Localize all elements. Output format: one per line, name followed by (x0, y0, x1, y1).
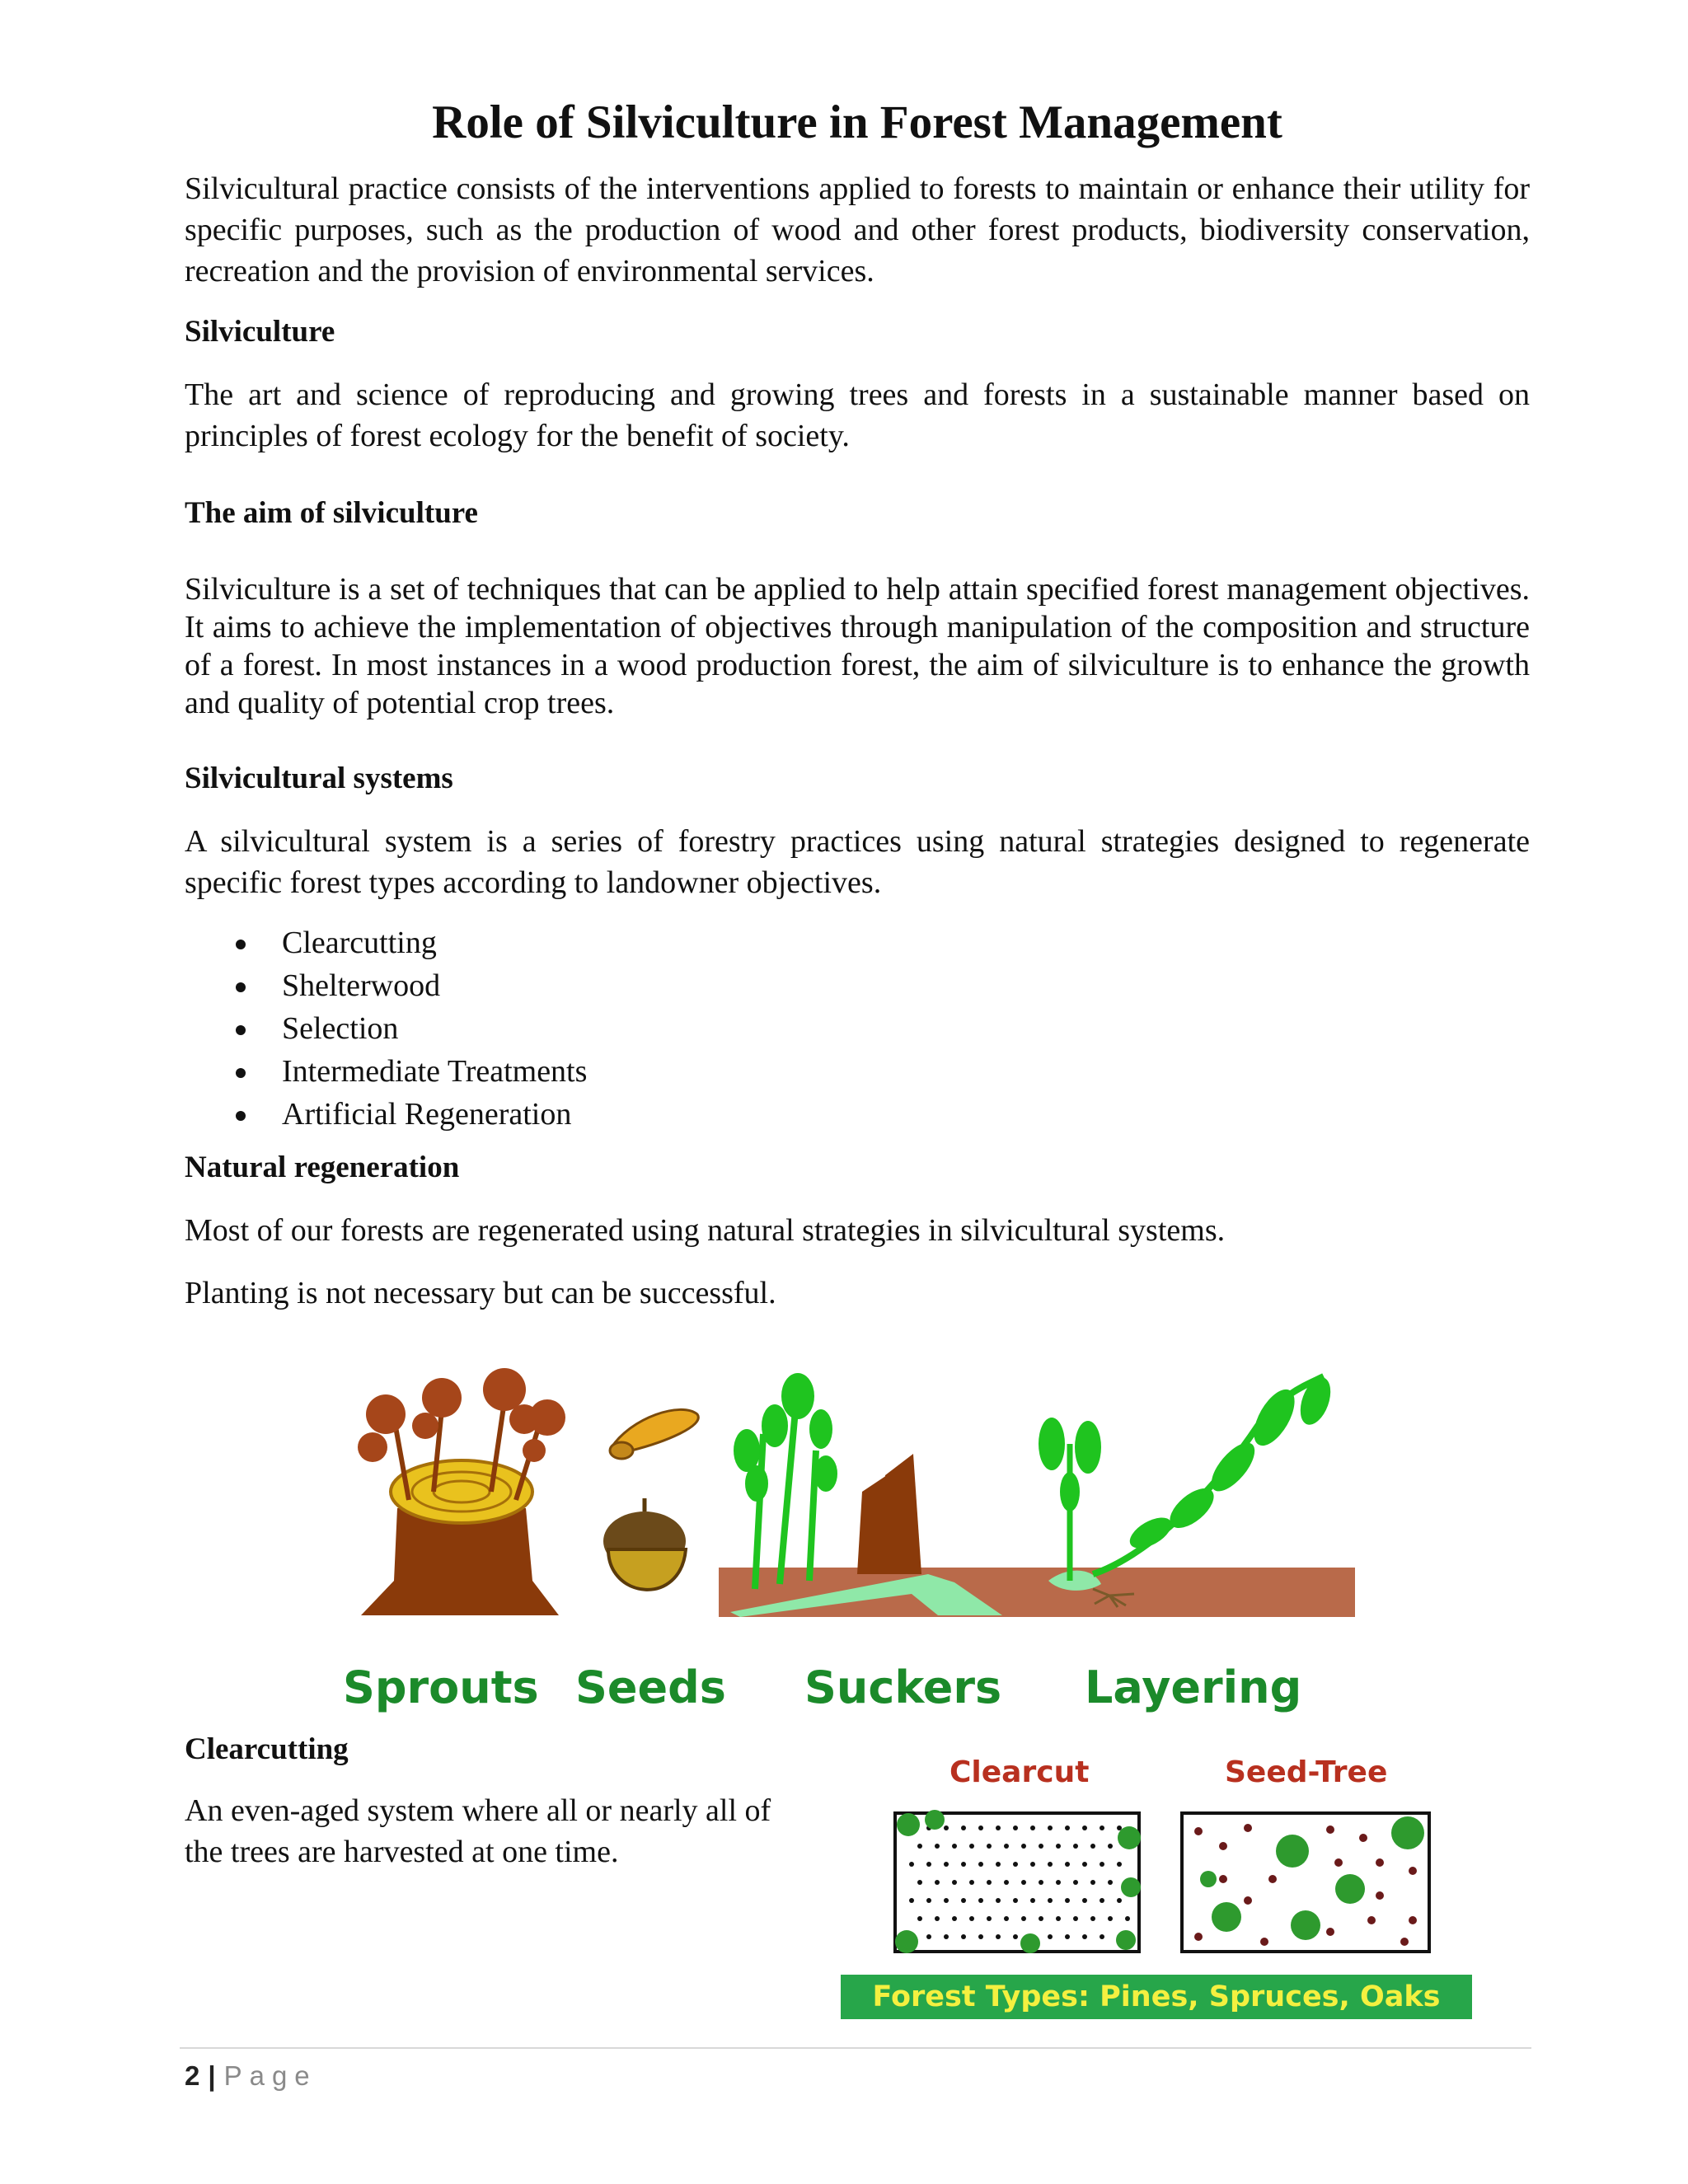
label-clearcut: Clearcut (950, 1755, 1090, 1789)
heading-clearcutting: Clearcutting (185, 1732, 349, 1766)
paragraph-natural-1: Most of our forests are regenerated using natural strategies in silvicultural systems. (185, 1212, 1226, 1248)
suckers-icon (719, 1373, 1010, 1617)
page-title: Role of Silviculture in Forest Management (432, 96, 1282, 148)
label-sprouts: Sprouts (343, 1661, 539, 1713)
list-item: Selection (185, 1007, 1530, 1050)
seed-tree-plot (1182, 1813, 1429, 1952)
paragraph-systems: A silvicultural system is a series of forestry practices using natural strategies designed to regenerate specific forest types according to landowner objectives. (185, 823, 1530, 900)
intro-paragraph: Silvicultural practice consists of the interventions applied to forests to maintain or enhance their utility for specific purposes, such as the production of wood and other forest products, biodiversity conservation, recreation and the provision of environmental services. (185, 171, 1530, 288)
paragraph-silviculture: The art and science of reproducing and growing trees and forests in a sustainable manner based on principles of forest ecology for the benefit of society. (185, 377, 1530, 453)
paragraph-natural-2: Planting is not necessary but can be successful. (185, 1275, 776, 1310)
regeneration-drawing (318, 1368, 1360, 1657)
list-item: Shelterwood (185, 964, 1530, 1007)
list-item: Artificial Regeneration (185, 1093, 1530, 1136)
heading-aim: The aim of silviculture (185, 495, 478, 530)
label-suckers: Suckers (804, 1661, 1002, 1713)
list-item: Clearcutting (185, 921, 1530, 964)
systems-list (185, 921, 1530, 1136)
footer-divider (180, 2047, 1531, 2049)
stump-sprouts-icon (358, 1368, 565, 1615)
page-label: Page (223, 2060, 317, 2091)
clearcut-diagram (836, 1755, 1479, 1978)
regeneration-illustration (318, 1368, 1360, 1731)
layering-icon (1010, 1373, 1355, 1617)
main-content (185, 96, 1530, 1314)
label-seed-tree: Seed-Tree (1225, 1755, 1388, 1789)
list-item: Intermediate Treatments (185, 1050, 1530, 1093)
paragraph-aim: Silviculture is a set of techniques that can be applied to help attain specified forest management objectives. It aims to achieve the implementation of objectives through manipulation of the composition and structure of a forest. In most instances in a wood production forest, the aim of silviculture is to enhance the growth and quality of potential crop trees. (185, 571, 1530, 720)
heading-natural-regeneration: Natural regeneration (185, 1150, 460, 1184)
page-number: 2 (185, 2060, 200, 2091)
footer-separator: | (208, 2060, 216, 2091)
seeds-icon (603, 1409, 698, 1589)
heading-systems: Silvicultural systems (185, 761, 453, 795)
paragraph-clearcutting: An even-aged system where all or nearly all of the trees are harvested at one time. (185, 1793, 771, 1869)
clearcut-plot (895, 1810, 1141, 1953)
forest-types-banner: Forest Types: Pines, Spruces, Oaks (841, 1975, 1472, 2019)
label-layering: Layering (1085, 1661, 1302, 1713)
clearcut-seedtree-figure (836, 1755, 1479, 2019)
label-seeds: Seeds (575, 1661, 726, 1713)
page-footer (185, 2060, 317, 2092)
heading-silviculture: Silviculture (185, 314, 335, 349)
